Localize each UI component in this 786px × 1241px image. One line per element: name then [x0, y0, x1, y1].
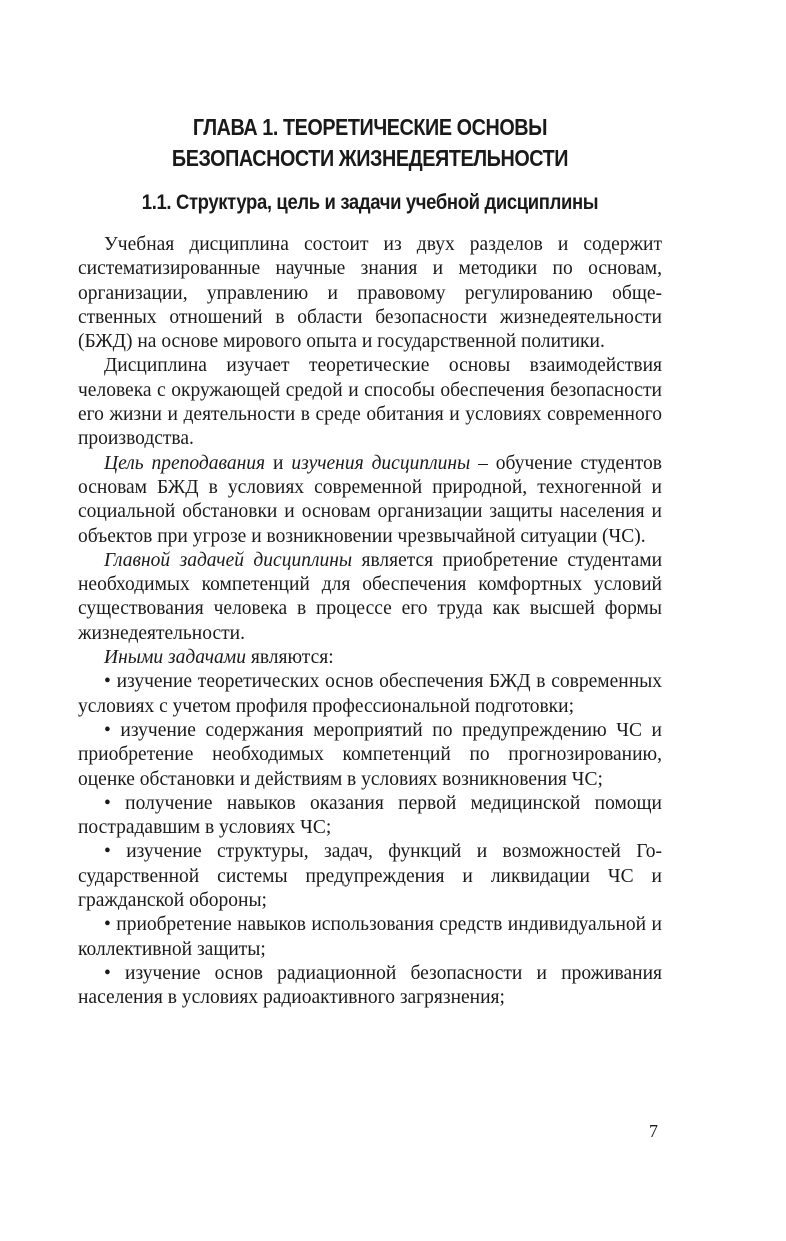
paragraph-main-task [78, 549, 662, 646]
paragraph-intro: Учебная дисциплина состоит из двух разделов и содержит систематизированные научные знания и методики по основам, организации, управлению и правовому регулированию общественных отношений в области безопасности жизнедеятельности (БЖД) на основе мирового опыта и государственной политики. [78, 234, 662, 353]
list-item: • получение навыков оказания первой медицинской помощи пострадавшим в условиях ЧС; [78, 792, 662, 839]
list-item: • изучение основ радиационной безопасности и проживания населения в условиях радиоактивного загрязнения; [78, 962, 662, 1009]
goal-term-1: Цель преподавания [104, 452, 266, 474]
list-item: • изучение структуры, задач, функций и возможностей Государственной системы предупреждения и ликвидации ЧС и гражданской обороны; [78, 841, 662, 912]
list-item: • приобретение навыков использования средств индивидуальной и коллективной защиты; [78, 914, 662, 960]
section-title: 1.1. Структура, цель и задачи учебной дисциплины [141, 191, 599, 214]
goal-and: и [265, 452, 292, 474]
paragraph-goal [78, 452, 662, 549]
paragraph-other-tasks [78, 646, 662, 670]
chapter-title [119, 112, 621, 174]
page-number: 7 [649, 1121, 658, 1141]
goal-term-2: изучения дисциплины [291, 452, 471, 474]
list-item: • изучение содержания мероприятий по предупреждению ЧС и приобретение необходимых компетенций по прогнозированию, оценке обстановки и действиям в условиях возникновения ЧС; [78, 719, 662, 790]
chapter-title-line-2: БЕЗОПАСНОСТИ ЖИЗНЕДЕЯТЕЛЬНОСТИ [171, 145, 569, 171]
paragraph-discipline: Дисциплина изучает теоретические основы взаимодействия человека с окружающей средой и способы обеспечения безопасности его жизни и деятельности в среде обитания и условиях современного производства. [78, 355, 662, 450]
main-task-text: является приобретение студентами необходимых компетенций для обеспечения комфортных условий существования человека в процессе его труда как высшей формы жизнедеятельности. [78, 549, 662, 644]
other-tasks-term: Иными задачами [104, 647, 246, 669]
list-item: • изучение теоретических основ обеспечения БЖД в современных условиях с учетом профиля профессиональной подготовки; [78, 671, 662, 717]
goal-text: – обучение студентов основам БЖД в условиях современной природной, техногенной и социальной обстановки и основам организации защиты населения и объектов при угрозе и возникновении чрезвычайной ситуации (ЧС). [78, 452, 662, 547]
chapter-title-line-1: ГЛАВА 1. ТЕОРЕТИЧЕСКИЕ ОСНОВЫ [192, 114, 548, 140]
main-task-term: Главной задачей дисциплины [104, 549, 353, 571]
other-tasks-text: являются: [246, 647, 334, 669]
body-text [78, 233, 662, 1011]
